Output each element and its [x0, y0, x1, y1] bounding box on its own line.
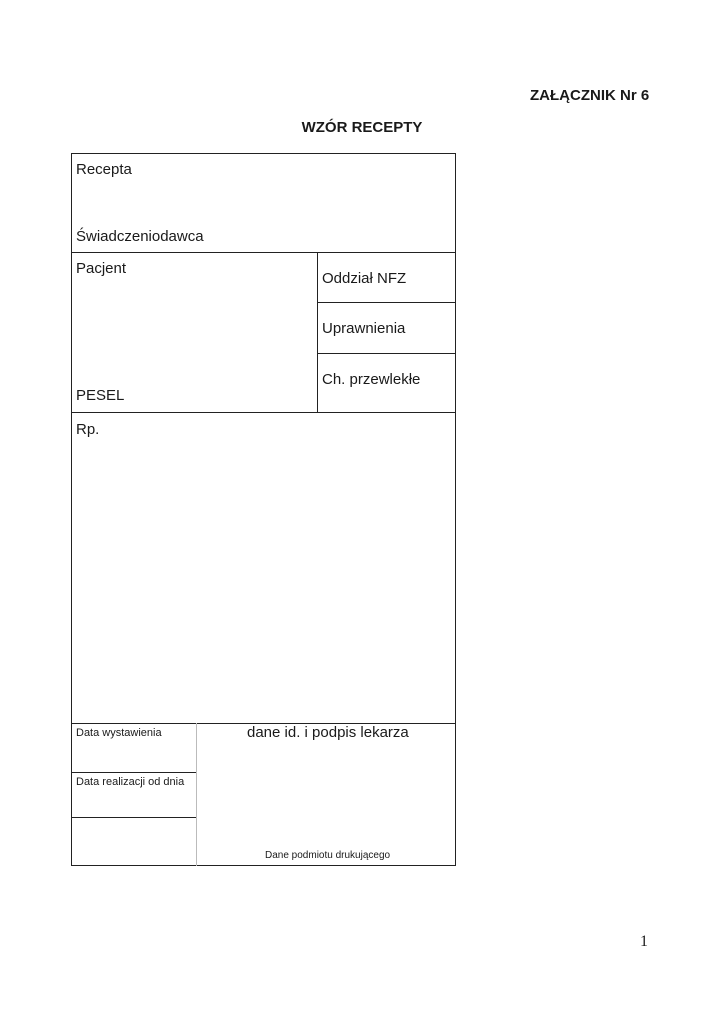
chronic-label: Ch. przewlekłe — [322, 371, 421, 388]
form-left-border — [71, 153, 72, 866]
divider-patient — [71, 412, 456, 413]
nfz-branch-label: Oddział NFZ — [322, 270, 407, 287]
line-realization-date — [71, 817, 196, 818]
form-right-border — [455, 153, 456, 866]
document-title-text: WZÓR RECEPTY — [301, 119, 423, 136]
form-bottom-border — [71, 865, 456, 866]
form-top-border — [71, 153, 456, 154]
provider-label: Świadczeniodawca — [76, 228, 204, 245]
line-issue-date — [71, 772, 196, 773]
annex-label: ZAŁĄCZNIK Nr 6 — [530, 87, 650, 104]
rp-label: Rp. — [76, 421, 100, 438]
document-title — [0, 119, 724, 136]
realization-date-label: Data realizacji od dnia — [76, 776, 185, 788]
entitlements-label: Uprawnienia — [322, 320, 406, 337]
patient-label: Pacjent — [76, 260, 127, 277]
pesel-label: PESEL — [76, 387, 125, 404]
divider-entitlements — [317, 353, 456, 354]
divider-patient-right — [317, 252, 318, 412]
divider-nfz — [317, 302, 456, 303]
recepta-label: Recepta — [76, 161, 132, 178]
doctor-signature-label: dane id. i podpis lekarza — [247, 724, 409, 741]
divider-date-column — [196, 723, 197, 866]
printer-data-label: Dane podmiotu drukującego — [265, 850, 391, 861]
issue-date-label: Data wystawienia — [76, 727, 162, 739]
divider-provider — [71, 252, 456, 253]
page-number: 1 — [640, 933, 648, 950]
